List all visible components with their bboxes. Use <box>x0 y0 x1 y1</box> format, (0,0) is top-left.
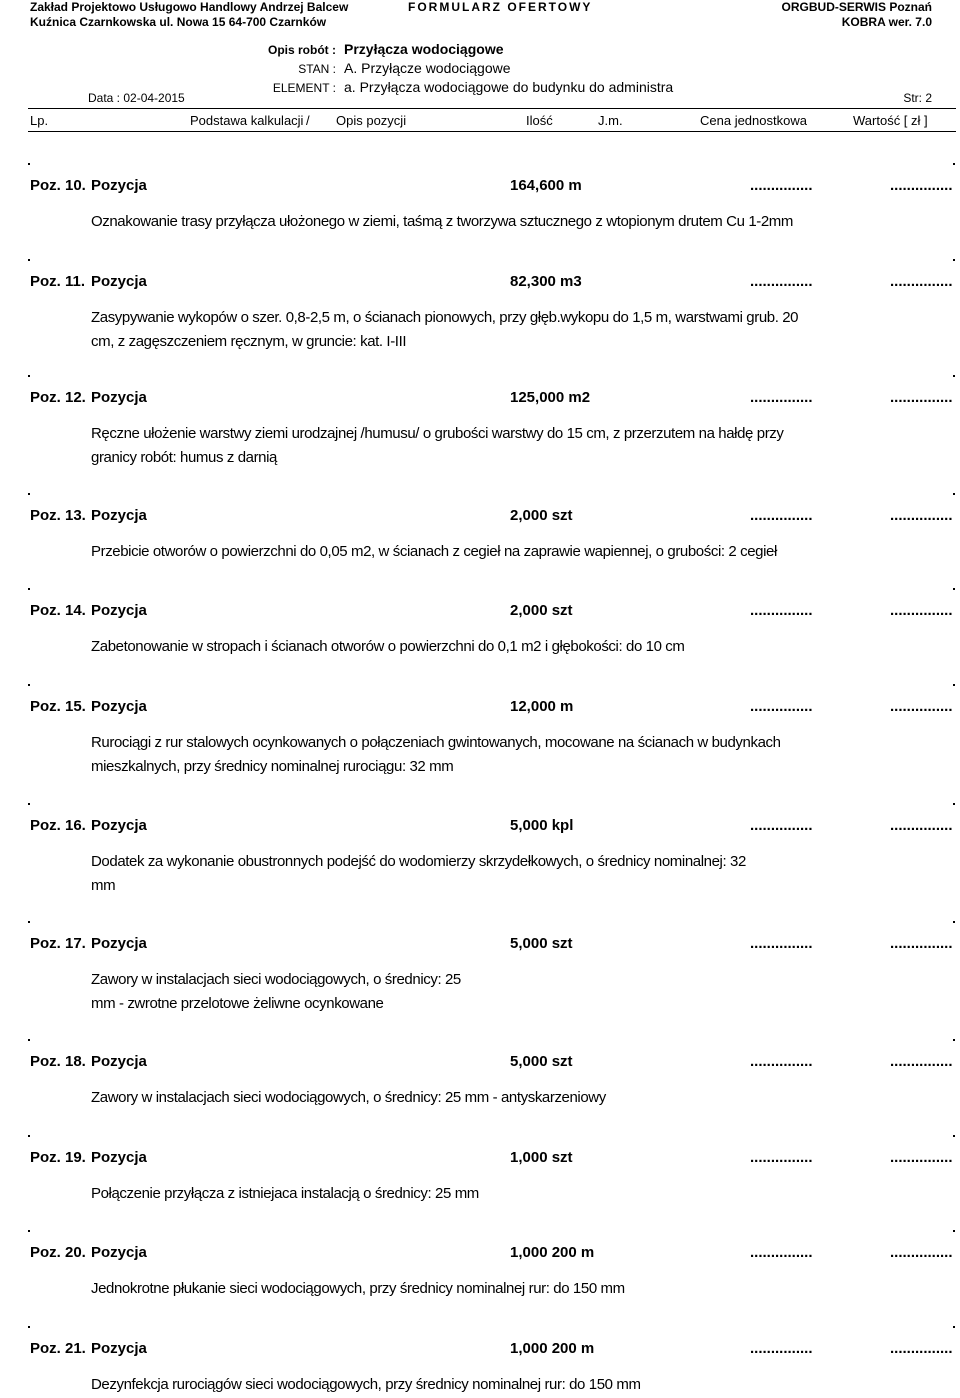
position-description: Zabetonowanie w stropach i ścianach otworów o powierzchni do 0,1 m2 i głębokości: do 10 cm <box>91 638 685 655</box>
value-placeholder: ............... <box>890 389 953 406</box>
unit-price-placeholder: ............... <box>750 1149 813 1166</box>
company-name: Zakład Projektowo Usługowo Handlowy Andrzej Balcew <box>30 0 349 14</box>
position-quantity: 125,000 m2 <box>510 389 591 406</box>
unit-price-placeholder: ............... <box>750 698 813 715</box>
position-quantity: 1,000 szt <box>510 1149 573 1166</box>
unit-price-placeholder: ............... <box>750 1053 813 1070</box>
row-marker <box>28 921 30 923</box>
company-address: Kuźnica Czarnkowska ul. Nowa 15 64-700 Czarnków <box>30 15 327 29</box>
element-value: a. Przyłącza wodociągowe do budynku do administra <box>344 79 674 95</box>
position-number: Poz. 16. <box>30 817 86 834</box>
page-number: Str: 2 <box>903 91 932 105</box>
value-placeholder: ............... <box>890 1149 953 1166</box>
position-label: Pozycja <box>91 817 147 834</box>
position-number: Poz. 15. <box>30 698 86 715</box>
value-placeholder: ............... <box>890 817 953 834</box>
row-marker <box>953 803 955 805</box>
position-number: Poz. 11. <box>30 273 86 290</box>
unit-price-placeholder: ............... <box>750 1340 813 1357</box>
position-description: Ręczne ułożenie warstwy ziemi urodzajnej /humusu/ o grubości warstwy do 15 cm, z przerzutem na hałdę przy granicy robót: humus z darnią <box>91 425 784 466</box>
value-placeholder: ............... <box>890 273 953 290</box>
position-number: Poz. 10. <box>30 177 86 194</box>
value-placeholder: ............... <box>890 1340 953 1357</box>
position-label: Pozycja <box>91 1053 147 1070</box>
position-number: Poz. 12. <box>30 389 86 406</box>
position-quantity: 5,000 kpl <box>510 817 574 834</box>
position-number: Poz. 20. <box>30 1244 86 1261</box>
row-marker <box>28 803 30 805</box>
row-marker <box>953 493 955 495</box>
col-unit: J.m. <box>598 113 623 128</box>
row-marker <box>28 375 30 377</box>
position-label: Pozycja <box>91 1340 147 1357</box>
unit-price-placeholder: ............... <box>750 935 813 952</box>
col-qty: Ilość <box>526 113 553 128</box>
position-number: Poz. 21. <box>30 1340 86 1357</box>
row-marker <box>953 1135 955 1137</box>
row-marker <box>28 1039 30 1041</box>
unit-price-placeholder: ............... <box>750 177 813 194</box>
value-placeholder: ............... <box>890 507 953 524</box>
position-description: Połączenie przyłącza z istniejaca instalacją o średnicy: 25 mm <box>91 1185 479 1202</box>
position-quantity: 2,000 szt <box>510 602 573 619</box>
position-number: Poz. 17. <box>30 935 86 952</box>
header-rule-bottom <box>28 131 956 132</box>
unit-price-placeholder: ............... <box>750 507 813 524</box>
position-quantity: 1,000 200 m <box>510 1244 595 1261</box>
unit-price-placeholder: ............... <box>750 602 813 619</box>
position-description: Dodatek za wykonanie obustronnych podejść do wodomierzy skrzydełkowych, o średnicy nominalnej: 32 mm <box>91 853 746 894</box>
row-marker <box>28 588 30 590</box>
row-marker <box>28 493 30 495</box>
position-number: Poz. 13. <box>30 507 86 524</box>
position-quantity: 5,000 szt <box>510 935 573 952</box>
position-quantity: 1,000 200 m <box>510 1340 595 1357</box>
position-description: Zawory w instalacjach sieci wodociągowych, o średnicy: 25 mm - antyskarzeniowy <box>91 1089 606 1106</box>
row-marker <box>28 259 30 261</box>
position-description: Dezynfekcja rurociągów sieci wodociągowych, przy średnicy nominalnej rur: do 150 mm <box>91 1376 641 1393</box>
stan-label: STAN : <box>298 62 336 76</box>
position-description: Przebicie otworów o powierzchni do 0,05 m2, w ścianach z cegieł na zaprawie wapiennej, o grubości: 2 cegieł <box>91 543 777 560</box>
element-label: ELEMENT : <box>272 81 336 95</box>
position-description: Zawory w instalacjach sieci wodociągowych, o średnicy: 25 mm - zwrotne przelotowe żeliwne ocynkowane <box>91 971 461 1012</box>
position-description: Zasypywanie wykopów o szer. 0,8-2,5 m, o ścianach pionowych, przy głęb.wykopu do 1,5 m, warstwami grub. 20 cm, z zagęszczeniem ręcznym, w gruncie: kat. I-III <box>91 309 799 350</box>
position-label: Pozycja <box>91 273 147 290</box>
position-label: Pozycja <box>91 602 147 619</box>
document-date: Data : 02-04-2015 <box>88 91 185 105</box>
col-value: Wartość [ zł ] <box>853 113 928 128</box>
row-marker <box>28 684 30 686</box>
col-desc: Opis pozycji <box>336 113 407 128</box>
position-number: Poz. 19. <box>30 1149 86 1166</box>
unit-price-placeholder: ............... <box>750 1244 813 1261</box>
position-quantity: 5,000 szt <box>510 1053 573 1070</box>
value-placeholder: ............... <box>890 1053 953 1070</box>
row-marker <box>953 1039 955 1041</box>
row-marker <box>953 163 955 165</box>
value-placeholder: ............... <box>890 1244 953 1261</box>
row-marker <box>953 1230 955 1232</box>
position-quantity: 164,600 m <box>510 177 582 194</box>
unit-price-placeholder: ............... <box>750 389 813 406</box>
row-marker <box>28 1135 30 1137</box>
value-placeholder: ............... <box>890 177 953 194</box>
unit-price-placeholder: ............... <box>750 817 813 834</box>
row-marker <box>953 684 955 686</box>
row-marker <box>953 375 955 377</box>
position-description: Jednokrotne płukanie sieci wodociągowych, przy średnicy nominalnej rur: do 150 mm <box>91 1280 625 1297</box>
col-basis: Podstawa kalkulacji <box>190 113 304 128</box>
col-lp: Lp. <box>30 113 49 128</box>
row-marker <box>953 921 955 923</box>
position-label: Pozycja <box>91 389 147 406</box>
row-marker <box>953 1326 955 1328</box>
row-marker <box>953 259 955 261</box>
position-description: Rurociągi z rur stalowych ocynkowanych o połączeniach gwintowanych, mocowane na ścianach w budynkach mieszkalnych, przy średnicy nominalnej rurociągu: 32 mm <box>91 734 781 775</box>
row-marker <box>28 1230 30 1232</box>
row-marker <box>28 1326 30 1328</box>
unit-price-placeholder: ............... <box>750 273 813 290</box>
value-placeholder: ............... <box>890 698 953 715</box>
software-version: KOBRA wer. 7.0 <box>841 15 932 29</box>
position-number: Poz. 14. <box>30 602 86 619</box>
position-number: Poz. 18. <box>30 1053 86 1070</box>
position-label: Pozycja <box>91 935 147 952</box>
col-unit-price: Cena jednostkowa <box>700 113 807 128</box>
position-label: Pozycja <box>91 507 147 524</box>
position-label: Pozycja <box>91 698 147 715</box>
opis-label: Opis robót : <box>268 43 336 57</box>
position-quantity: 2,000 szt <box>510 507 573 524</box>
row-marker <box>28 163 30 165</box>
position-label: Pozycja <box>91 177 147 194</box>
header-rule-top <box>28 108 956 109</box>
position-label: Pozycja <box>91 1149 147 1166</box>
form-title: FORMULARZ OFERTOWY <box>408 0 593 14</box>
stan-value: A. Przyłącze wodociągowe <box>344 60 511 76</box>
value-placeholder: ............... <box>890 602 953 619</box>
row-marker <box>953 588 955 590</box>
value-placeholder: ............... <box>890 935 953 952</box>
opis-value: Przyłącza wodociągowe <box>344 41 504 57</box>
position-quantity: 12,000 m <box>510 698 574 715</box>
col-sep: / <box>306 113 310 128</box>
position-label: Pozycja <box>91 1244 147 1261</box>
position-description: Oznakowanie trasy przyłącza ułożonego w ziemi, taśmą z tworzywa sztucznego z wtopionym drutem Cu 1-2mm <box>91 213 793 230</box>
position-quantity: 82,300 m3 <box>510 273 582 290</box>
client-name: ORGBUD-SERWIS Poznań <box>781 0 932 14</box>
